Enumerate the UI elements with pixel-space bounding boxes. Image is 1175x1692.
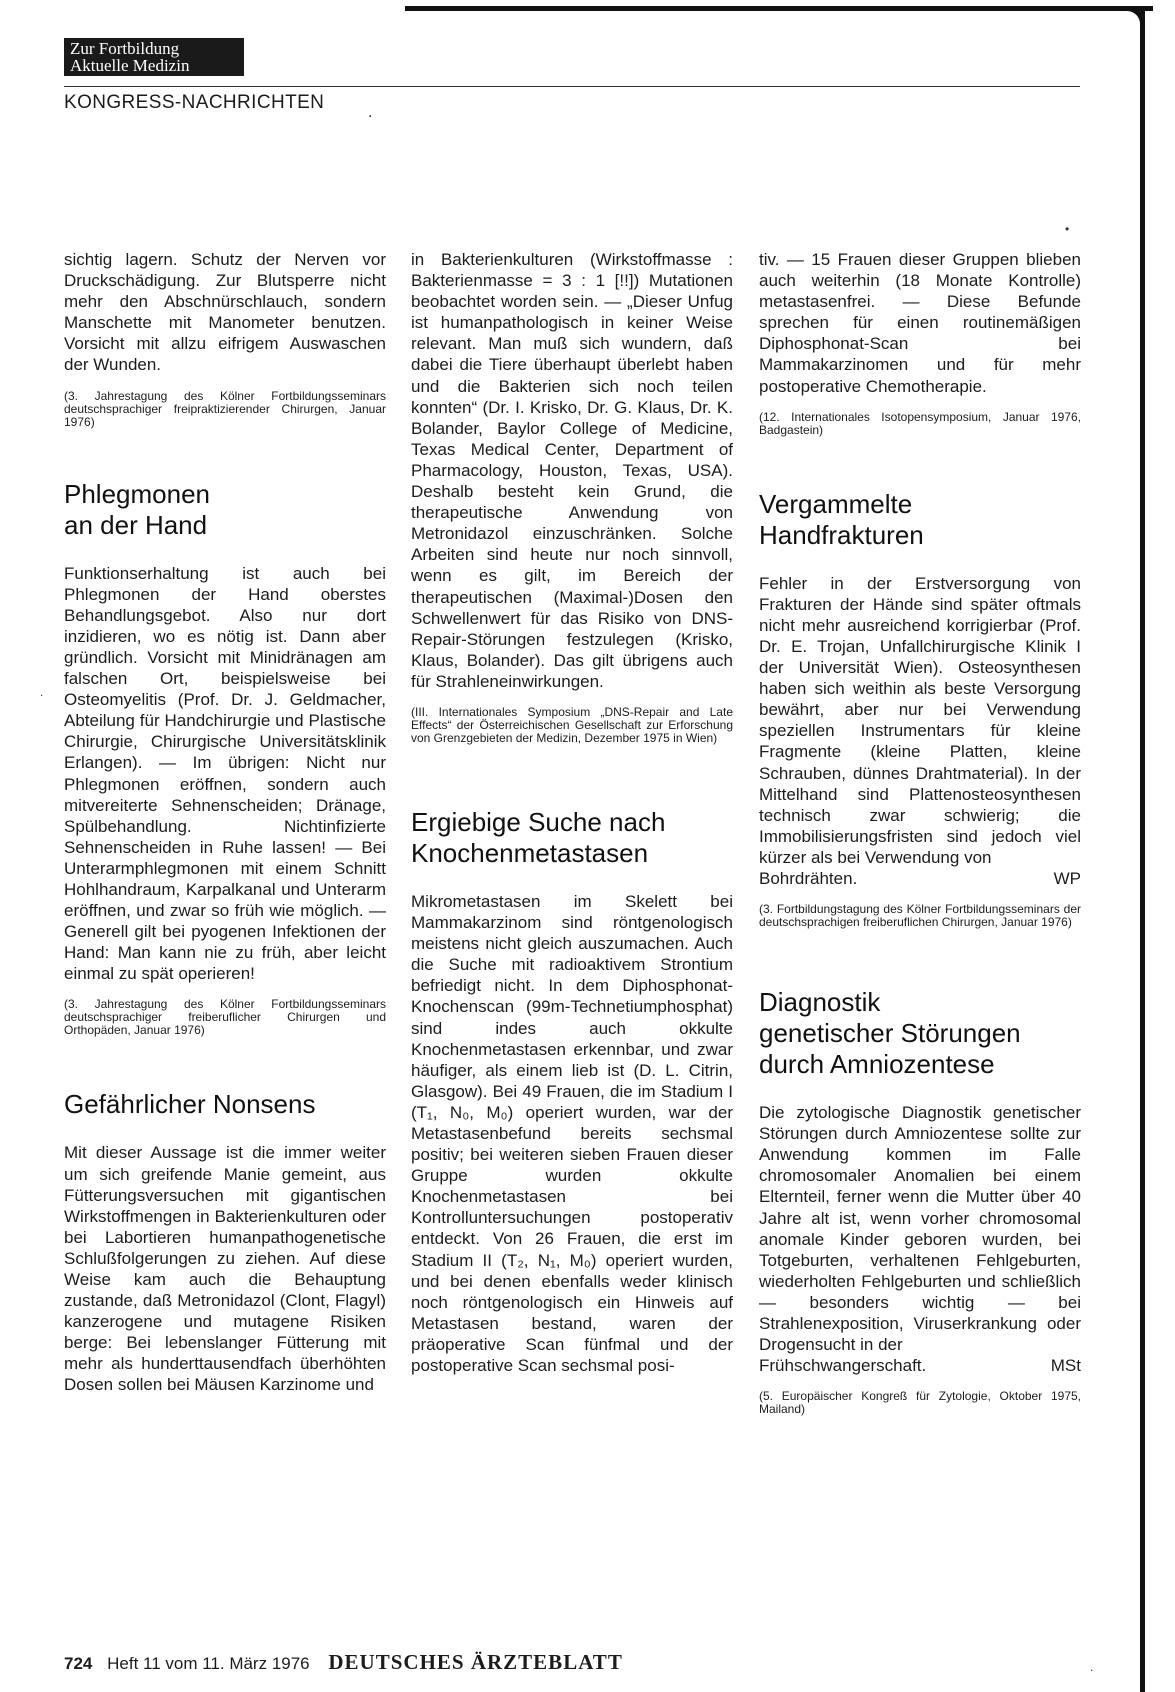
section-label-line1: Zur Fortbildung	[70, 39, 180, 58]
article-title-line: durch Amniozentese	[759, 1049, 995, 1080]
print-speck: •	[1065, 222, 1070, 236]
article-source-handfrakturen: (3. Fortbildungstagung des Kölner Fortbildungsseminars der deutschsprachigen freiberuflichen Chirurgen, Januar 1976)	[759, 902, 1081, 930]
top-border-rule	[405, 6, 1153, 11]
article-source-knochenmetastasen: (12. Internationales Isotopensymposium, Januar 1976, Badgastein)	[759, 409, 1081, 437]
article-title-amniozentese	[759, 987, 1081, 1080]
column-3	[759, 249, 1081, 1416]
article-source-phlegmonen: (3. Jahrestagung des Kölner Fortbildungsseminars deutschsprachiger freiberuflicher Chirurgen und Orthopäden, Januar 1976)	[64, 997, 386, 1038]
article-body-phlegmonen: Funktionserhaltung ist auch bei Phlegmonen der Hand oberstes Behandlungsgebot. Also nur dort inzidieren, wo es nötig ist. Dann aber gründlich. Vorsicht mit Minidränagen am falschen Ort, beispielsweise bei Osteomyelitis (Prof. Dr. J. Geldmacher, Abteilung für Handchirurgie und Plastische Chirurgie, Chirurgische Universitätsklinik Erlangen). — Im übrigen: Nicht nur Phlegmonen eröffnen, sondern auch mitvereiterte Sehnenscheiden; Dränage, Spülbehandlung. Nichtinfizierte Sehnenscheiden in Ruhe lassen! — Bei Unterarmphlegmonen mit einem Schnitt Hohlhandraum, Karpalkanal und Unterarm eröffnen, und zwar so früh wie möglich. — Generell gilt bei pyogenen Infektionen der Hand: Man kann nie zu früh, aber leicht einmal zu spät operieren!	[64, 563, 386, 984]
journal-name: DEUTSCHES ÄRZTEBLATT	[328, 1650, 623, 1674]
continued-article-text: sichtig lagern. Schutz der Nerven vor Druckschädigung. Zur Blutsperre nicht mehr den Abschnürschlauch, sondern Manschette mit Manometer benutzen. Vorsicht mit allzu eifrigem Auswaschen der Wunden.	[64, 250, 386, 375]
page-footer	[64, 1650, 623, 1675]
article-closing-line	[759, 1355, 1081, 1376]
article-body-nonsens-part2: in Bakterienkulturen (Wirkstoffmasse : Bakterienmasse = 3 : 1 [!!]) Mutationen beobachtet worden sein. — „Dieser Unfug ist humanpathologisch in keiner Weise relevant. Man muß sich wundern, daß dabei die Tiere überhaupt überlebt haben und die Bakterien sich noch teilen konnten“ (Dr. I. Krisko, Dr. G. Klaus, Dr. K. Bolander, Baylor College of Medicine, Texas Medical Center, Department of Pharmacology, Houston, Texas, USA). Deshalb besteht kein Grund, die therapeutische Anwendung von Metronidazol einzuschränken. Solche Arbeiten sind heute nur noch sinnvoll, wenn es gilt, im Bereich der therapeutischen (Maximal-)Dosen den Schwellenwert für das Risiko von DNS-Repair-Störungen festzulegen (Krisko, Klaus, Bolander). Das gilt übrigens auch für Strahleneinwirkungen.	[411, 250, 733, 691]
right-border-rule	[1140, 6, 1145, 1692]
article-title-line: Diagnostik	[759, 987, 881, 1018]
article-title-phlegmonen	[64, 479, 386, 541]
article-title-knochenmetastasen	[411, 807, 733, 869]
kicker-heading: KONGRESS-NACHRICHTEN	[64, 92, 325, 113]
article-body-handfrakturen: Fehler in der Erstversorgung von Frakturen der Hände sind später oftmals nicht mehr ausreichend korrigierbar (Prof. Dr. E. Trojan, Unfallchirurgische Klinik I der Universität Wien). Osteosynthesen haben sich weithin als beste Versorgung bewährt, aber nur bei Verwendung speziellen Instrumentars für kleine Fragmente (kleine Platten, kleine Schrauben, dünnes Drahtmaterial). In der Mittelhand sind Plattenosteosynthesen technisch zwar schwierig; die Immobilisierungsfristen sind jedoch viel kürzer als bei Verwendung von	[759, 573, 1081, 867]
author-initials: WP	[1053, 868, 1081, 888]
print-speck: .	[1090, 1660, 1094, 1674]
article-body-knochenmetastasen-part1: Mikrometastasen im Skelett bei Mammakarzinom sind röntgenologisch meistens nicht gleich auszumachen. Auch die Suche mit radioaktivem Strontium befriedigt nicht. In dem Diphosphonat-Knochenscan (99m-Technetiumphosphat) sind indes auch okkulte Knochenmetastasen erkennbar, und zwar häufiger, als einem lieb ist (D. L. Citrin, Glasgow). Bei 49 Frauen, die im Stadium I (T₁, N₀, M₀) operiert wurden, war der Metastasenbefund bereits sechsmal positiv; bei weiteren sieben Frauen dieser Gruppe wurden okkulte Knochenmetastasen bei Kontrolluntersuchungen postoperativ entdeckt. Von 26 Frauen, die erst im Stadium II (T₂, N₁, M₀) operiert wurden, und bei denen ebenfalls weder klinisch noch röntgenologisch ein Hinweis auf Metastasen bestand, waren der präoperative Scan fünfmal und der postoperative Scan sechsmal posi-	[411, 891, 733, 1376]
article-body-nonsens-part1: Mit dieser Aussage ist die immer weiter um sich greifende Manie gemeint, aus Fütterungsversuchen mit gigantischen Wirkstoffmengen in Bakterienkulturen oder bei Labortieren humanpathogenetische Schlußfolgerungen zu ziehen. Auf diese Weise kam auch die Behauptung zustande, daß Metronidazol (Clont, Flagyl) kanzerogene und mutagene Risiken berge: Bei lebenslanger Fütterung mit mehr als hunderttausendfach überhöhten Dosen sollen bei Mäusen Karzinome und	[64, 1143, 386, 1395]
section-label-line2: Aktuelle Medizin	[70, 56, 190, 75]
article-title-line: Ergiebige Suche nach	[411, 806, 666, 837]
header-divider	[64, 86, 1080, 87]
article-title-line: an der Hand	[64, 509, 208, 540]
article-title-line: Vergammelte	[759, 488, 913, 519]
author-initials: MSt	[1050, 1356, 1081, 1376]
article-title-line: genetischer Störungen	[759, 1018, 1021, 1049]
column-1	[64, 249, 386, 1396]
article-title-line: Handfrakturen	[759, 519, 924, 550]
article-last-words: Bohrdrähten.	[759, 868, 858, 888]
article-body-knochenmetastasen-part2: tiv. — 15 Frauen dieser Gruppen blieben auch weiterhin (18 Monate Kontrolle) metastasenfrei. — Diese Befunde sprechen für einen routinemäßigen Diphosphonat-Scan bei Mammakarzinomen und für mehr postoperative Chemotherapie.	[759, 250, 1081, 396]
article-last-words: Frühschwangerschaft.	[759, 1356, 927, 1376]
continued-article-source: (3. Jahrestagung des Kölner Fortbildungsseminars deutschsprachiger freipraktizierender Chirurgen, Januar 1976)	[64, 388, 386, 429]
article-title-nonsens: Gefährlicher Nonsens	[64, 1089, 316, 1120]
article-closing-line	[759, 868, 1081, 889]
issue-info: Heft 11 vom 11. März 1976	[107, 1654, 310, 1673]
section-label	[64, 38, 244, 76]
article-title-line: Phlegmonen	[64, 478, 210, 509]
article-title-handfrakturen	[759, 489, 1081, 551]
article-title-line: Knochenmetastasen	[411, 837, 649, 868]
print-speck: .	[40, 685, 44, 699]
column-2	[411, 249, 733, 1376]
page-number: 724	[64, 1654, 93, 1673]
article-source-amniozentese: (5. Europäischer Kongreß für Zytologie, Oktober 1975, Mailand)	[759, 1389, 1081, 1417]
print-speck: .	[368, 104, 373, 121]
article-body-amniozentese: Die zytologische Diagnostik genetischer Störungen durch Amniozentese sollte zur Anwendung kommen im Falle chromosomaler Anomalien bei einem Elternteil, ferner wenn die Mutter über 40 Jahre alt ist, wenn vorher chromosomal anomale Kinder geboren wurden, bei Totgeburten, verhaltenen Fehlgeburten, wiederholten Fehlgeburten und schließlich — besonders wichtig — bei Strahlenexposition, Viruserkrankung oder Drogensucht in der	[759, 1103, 1081, 1355]
article-source-nonsens: (III. Internationales Symposium „DNS-Repair and Late Effects“ der Österreichischen Gesellschaft zur Erforschung von Grenzgebieten der Medizin, Dezember 1975 in Wien)	[411, 704, 733, 745]
